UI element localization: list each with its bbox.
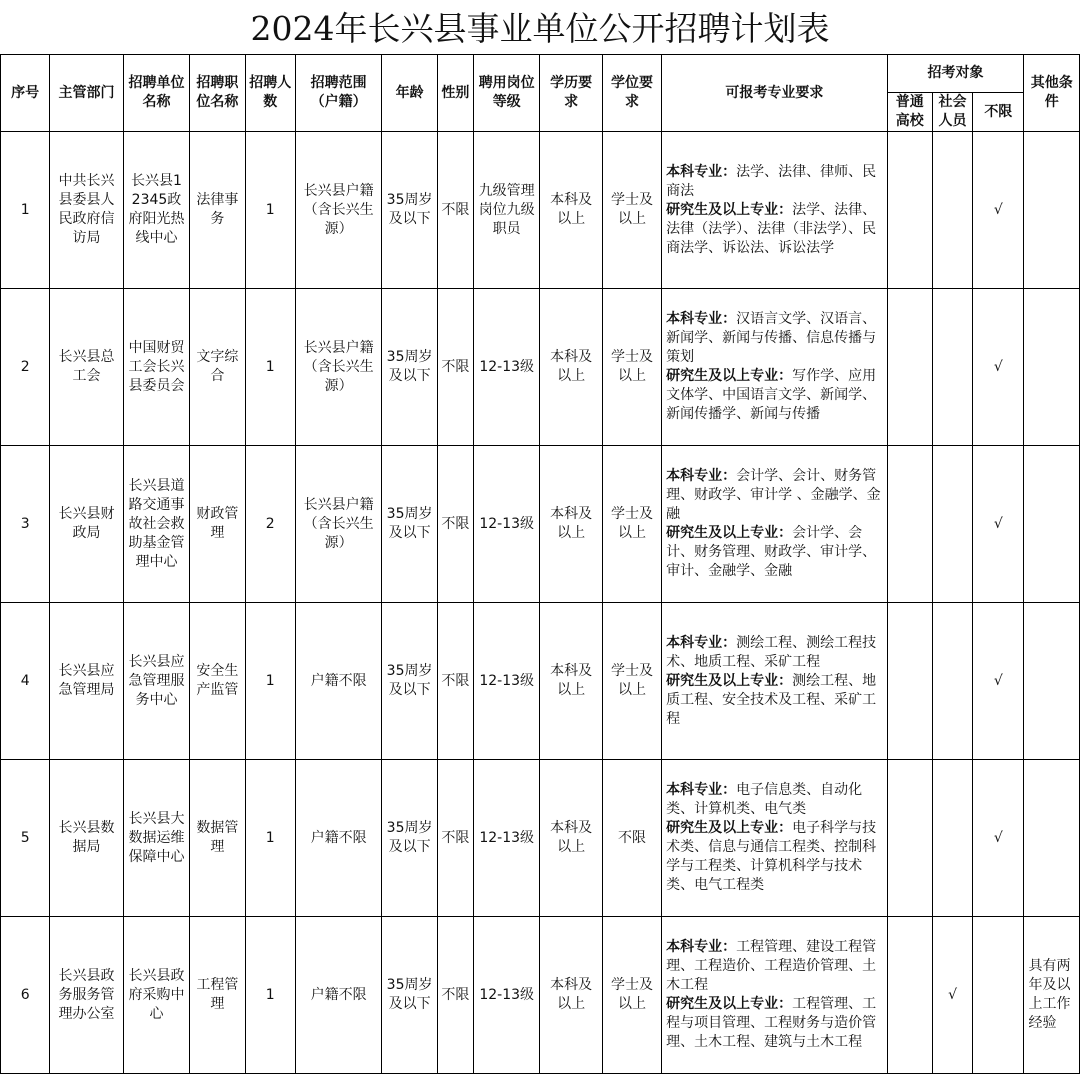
cell-target-any: √ <box>973 760 1024 917</box>
cell-edu: 本科及以上 <box>540 917 602 1074</box>
cell-target-any <box>973 917 1024 1074</box>
postgrad-majors: 电子科学与技术类、信息与通信工程类、控制科学与工程类、计算机科学与技术类、电气工程类 <box>666 820 877 893</box>
header-target-grad: 普通高校 <box>887 93 932 132</box>
cell-other <box>1024 446 1080 603</box>
cell-seq: 5 <box>1 760 50 917</box>
cell-post: 文字综合 <box>190 289 245 446</box>
cell-post: 数据管理 <box>190 760 245 917</box>
table-row <box>1 917 1080 1074</box>
header-scope: 招聘范围（户籍） <box>295 55 382 132</box>
undergrad-majors: 汉语言文学、汉语言、新闻学、新闻与传播、信息传播与策划 <box>666 311 877 365</box>
header-majors: 可报考专业要求 <box>662 55 887 132</box>
header-level: 聘用岗位等级 <box>473 55 539 132</box>
postgrad-label: 研究生及以上专业： <box>666 368 793 384</box>
cell-unit: 长兴县12345政府阳光热线中心 <box>123 132 189 289</box>
cell-other: 具有两年及以上工作经验 <box>1024 917 1080 1074</box>
cell-seq: 6 <box>1 917 50 1074</box>
table-row <box>1 446 1080 603</box>
cell-gender: 不限 <box>437 446 473 603</box>
cell-dept: 长兴县财政局 <box>50 446 123 603</box>
cell-dept: 长兴县数据局 <box>50 760 123 917</box>
cell-unit: 长兴县政府采购中心 <box>123 917 189 1074</box>
cell-target-any: √ <box>973 289 1024 446</box>
cell-majors <box>662 603 887 760</box>
cell-count: 1 <box>245 132 295 289</box>
cell-degree: 学士及以上 <box>602 603 661 760</box>
cell-other <box>1024 603 1080 760</box>
cell-count: 2 <box>245 446 295 603</box>
cell-count: 1 <box>245 917 295 1074</box>
cell-edu: 本科及以上 <box>540 603 602 760</box>
cell-seq: 2 <box>1 289 50 446</box>
cell-edu: 本科及以上 <box>540 446 602 603</box>
cell-target-social <box>932 446 972 603</box>
cell-gender: 不限 <box>437 603 473 760</box>
cell-age: 35周岁及以下 <box>382 917 437 1074</box>
cell-unit: 长兴县大数据运维保障中心 <box>123 760 189 917</box>
cell-scope: 户籍不限 <box>295 603 382 760</box>
cell-seq: 3 <box>1 446 50 603</box>
cell-target-grad <box>887 289 932 446</box>
undergrad-label: 本科专业： <box>666 468 737 484</box>
table-row <box>1 760 1080 917</box>
cell-dept: 长兴县总工会 <box>50 289 123 446</box>
cell-level: 12-13级 <box>473 289 539 446</box>
cell-count: 1 <box>245 289 295 446</box>
cell-scope: 长兴县户籍（含长兴生源） <box>295 446 382 603</box>
postgrad-majors: 法学、法律、法律（法学）、法律（非法学）、民商法学、诉讼法、诉讼法学 <box>666 201 877 256</box>
cell-target-any: √ <box>973 446 1024 603</box>
header-dept: 主管部门 <box>50 55 123 132</box>
cell-target-grad <box>887 446 932 603</box>
cell-unit: 长兴县应急管理服务中心 <box>123 603 189 760</box>
cell-degree: 学士及以上 <box>602 289 661 446</box>
undergrad-majors: 会计学、会计、财务管理、财政学、审计学 、金融学、金融 <box>666 468 881 522</box>
postgrad-majors: 会计学、会计、财务管理、财政学、审计学、审计、金融学、金融 <box>666 525 877 579</box>
cell-level: 九级管理岗位九级职员 <box>473 132 539 289</box>
cell-unit: 长兴县道路交通事故社会救助基金管理中心 <box>123 446 189 603</box>
cell-gender: 不限 <box>437 760 473 917</box>
header-other: 其他条件 <box>1024 55 1080 132</box>
header-post: 招聘职位名称 <box>190 55 245 132</box>
postgrad-label: 研究生及以上专业： <box>666 820 793 836</box>
cell-level: 12-13级 <box>473 603 539 760</box>
cell-target-any: √ <box>973 603 1024 760</box>
cell-target-any: √ <box>973 132 1024 289</box>
cell-level: 12-13级 <box>473 760 539 917</box>
recruitment-table <box>0 54 1080 1074</box>
cell-dept: 长兴县政务服务管理办公室 <box>50 917 123 1074</box>
cell-scope: 长兴县户籍（含长兴生源） <box>295 289 382 446</box>
undergrad-majors: 法学、法律、律师、民商法 <box>666 163 877 199</box>
cell-other <box>1024 289 1080 446</box>
cell-age: 35周岁及以下 <box>382 603 437 760</box>
cell-age: 35周岁及以下 <box>382 760 437 917</box>
cell-scope: 户籍不限 <box>295 917 382 1074</box>
cell-edu: 本科及以上 <box>540 132 602 289</box>
postgrad-majors: 工程管理、工程与项目管理、工程财务与造价管理、土木工程、建筑与土木工程 <box>666 996 877 1050</box>
cell-scope: 户籍不限 <box>295 760 382 917</box>
table-row <box>1 603 1080 760</box>
cell-scope: 长兴县户籍（含长兴生源） <box>295 132 382 289</box>
header-target-social: 社会人员 <box>932 93 972 132</box>
cell-target-social <box>932 132 972 289</box>
header-unit: 招聘单位名称 <box>123 55 189 132</box>
cell-age: 35周岁及以下 <box>382 289 437 446</box>
cell-degree: 学士及以上 <box>602 446 661 603</box>
cell-majors <box>662 760 887 917</box>
header-edu: 学历要求 <box>540 55 602 132</box>
cell-dept: 长兴县应急管理局 <box>50 603 123 760</box>
cell-target-grad <box>887 917 932 1074</box>
postgrad-label: 研究生及以上专业： <box>666 672 793 689</box>
cell-majors <box>662 289 887 446</box>
cell-degree: 学士及以上 <box>602 132 661 289</box>
cell-level: 12-13级 <box>473 917 539 1074</box>
cell-majors <box>662 917 887 1074</box>
cell-target-social <box>932 760 972 917</box>
postgrad-majors: 写作学、应用文体学、中国语言文学、新闻学、新闻传播学、新闻与传播 <box>666 368 877 422</box>
cell-seq: 4 <box>1 603 50 760</box>
cell-target-grad <box>887 603 932 760</box>
cell-other <box>1024 132 1080 289</box>
cell-majors <box>662 132 887 289</box>
header-target: 招考对象 <box>887 55 1024 93</box>
cell-target-social: √ <box>932 917 972 1074</box>
header-gender: 性别 <box>437 55 473 132</box>
cell-age: 35周岁及以下 <box>382 446 437 603</box>
cell-gender: 不限 <box>437 917 473 1074</box>
header-count: 招聘人数 <box>245 55 295 132</box>
undergrad-label: 本科专业： <box>666 163 737 180</box>
cell-seq: 1 <box>1 132 50 289</box>
cell-degree: 学士及以上 <box>602 917 661 1074</box>
undergrad-majors: 工程管理、建设工程管理、工程造价、工程造价管理、土木工程 <box>666 939 877 993</box>
cell-age: 35周岁及以下 <box>382 132 437 289</box>
header-degree: 学位要求 <box>602 55 661 132</box>
postgrad-label: 研究生及以上专业： <box>666 525 793 541</box>
cell-level: 12-13级 <box>473 446 539 603</box>
undergrad-label: 本科专业： <box>666 634 737 651</box>
table-row <box>1 289 1080 446</box>
cell-target-social <box>932 603 972 760</box>
postgrad-label: 研究生及以上专业： <box>666 201 793 218</box>
cell-post: 法律事务 <box>190 132 245 289</box>
cell-post: 财政管理 <box>190 446 245 603</box>
cell-edu: 本科及以上 <box>540 289 602 446</box>
cell-target-grad <box>887 760 932 917</box>
header-age: 年龄 <box>382 55 437 132</box>
page-title: 2024年长兴县事业单位公开招聘计划表 <box>250 9 830 48</box>
undergrad-majors: 电子信息类、自动化类、计算机类、电气类 <box>666 782 863 817</box>
postgrad-majors: 测绘工程、地质工程、安全技术及工程、采矿工程 <box>666 672 877 727</box>
undergrad-label: 本科专业： <box>666 939 737 955</box>
header-target-any: 不限 <box>973 93 1024 132</box>
cell-post: 安全生产监管 <box>190 603 245 760</box>
cell-gender: 不限 <box>437 132 473 289</box>
cell-dept: 中共长兴县委县人民政府信访局 <box>50 132 123 289</box>
header-seq: 序号 <box>1 55 50 132</box>
cell-target-grad <box>887 132 932 289</box>
undergrad-label: 本科专业： <box>666 782 737 798</box>
cell-count: 1 <box>245 603 295 760</box>
undergrad-label: 本科专业： <box>666 311 737 327</box>
undergrad-majors: 测绘工程、测绘工程技术、地质工程、采矿工程 <box>666 634 877 670</box>
postgrad-label: 研究生及以上专业： <box>666 996 793 1012</box>
cell-unit: 中国财贸工会长兴县委员会 <box>123 289 189 446</box>
cell-majors <box>662 446 887 603</box>
cell-edu: 本科及以上 <box>540 760 602 917</box>
cell-other <box>1024 760 1080 917</box>
cell-gender: 不限 <box>437 289 473 446</box>
cell-degree: 不限 <box>602 760 661 917</box>
cell-count: 1 <box>245 760 295 917</box>
cell-target-social <box>932 289 972 446</box>
cell-post: 工程管理 <box>190 917 245 1074</box>
table-row <box>1 132 1080 289</box>
